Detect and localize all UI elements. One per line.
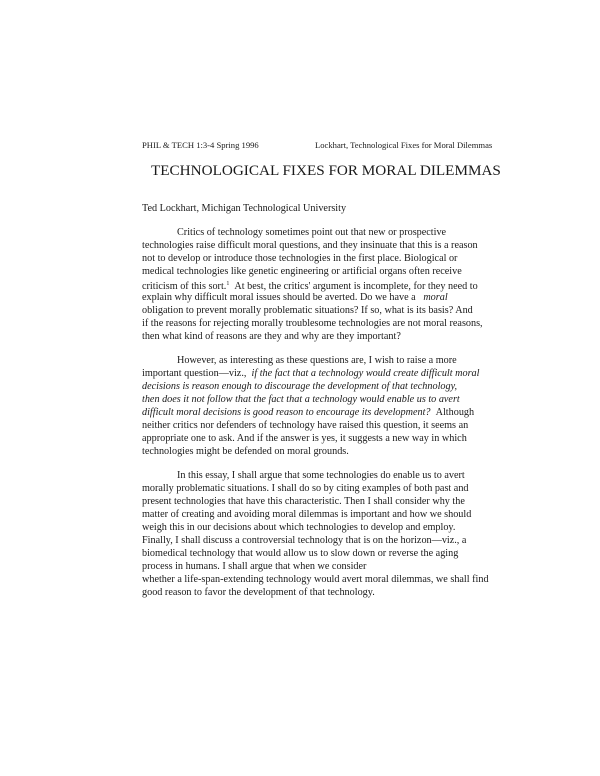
p1-line: then what kind of reasons are they and why are they important?: [142, 331, 401, 342]
p3-line: whether a life-span-extending technology would avert moral dilemmas, we shall find: [142, 574, 489, 585]
running-header-right: Lockhart, Technological Fixes for Moral Dilemmas: [315, 140, 493, 150]
p1-line: obligation to prevent morally problematic situations? If so, what is its basis? And: [142, 305, 473, 316]
p2-line: neither critics nor defenders of technology have raised this question, it seems an: [142, 420, 469, 431]
footnote-marker: 1: [226, 281, 230, 287]
p1-line: not to develop or introduce those technologies in the first place. Biological or: [142, 253, 458, 264]
emphasis: moral: [423, 292, 448, 303]
p3-line: Finally, I shall discuss a controversial technology that is on the horizon—viz., a: [142, 535, 467, 546]
running-header-left: PHIL & TECH 1:3-4 Spring 1996: [142, 140, 259, 150]
p2-line: important question—viz., if the fact that a technology would create difficult moral: [142, 368, 480, 379]
p3-line: weigh this in our decisions about which technologies to develop and employ.: [142, 522, 456, 533]
p3-line: matter of creating and avoiding moral dilemmas is important and how we should: [142, 509, 472, 520]
p1-line: technologies raise difficult moral questions, and they insinuate that this is a reason: [142, 240, 478, 251]
p2-line: then does it not follow that the fact that a technology would enable us to avert: [142, 394, 460, 405]
p3-line: present technologies that have this characteristic. Then I shall consider why the: [142, 496, 465, 507]
p3-line: good reason to favor the development of that technology.: [142, 587, 375, 598]
p2-line: difficult moral decisions is good reason to encourage its development? Although: [142, 407, 475, 418]
p2-line: appropriate one to ask. And if the answer is yes, it suggests a new way in which: [142, 433, 467, 444]
p1-line: Critics of technology sometimes point out that new or prospective: [177, 227, 447, 238]
p1-line: explain why difficult moral issues should be averted. Do we have a moral: [142, 292, 448, 303]
p2-line: However, as interesting as these questions are, I wish to raise a more: [177, 355, 457, 366]
p3-line: morally problematic situations. I shall do so by citing examples of both past and: [142, 483, 469, 494]
p3-line: process in humans. I shall argue that when we consider: [142, 561, 367, 572]
p1-line: medical technologies like genetic engineering or artificial organs often receive: [142, 266, 462, 277]
author-line: Ted Lockhart, Michigan Technological University: [142, 203, 347, 214]
p3-line: biomedical technology that would allow us to slow down or reverse the aging: [142, 548, 459, 559]
p2-line: decisions is reason enough to discourage the development of that technology,: [142, 381, 458, 392]
p1-line: if the reasons for rejecting morally troublesome technologies are not moral reasons,: [142, 318, 483, 329]
p3-line: In this essay, I shall argue that some technologies do enable us to avert: [177, 470, 465, 481]
p2-line: technologies might be defended on moral grounds.: [142, 446, 349, 457]
p1-line: criticism of this sort.$^1$ At best, the critics' argument is incomplete, for they need to: [142, 281, 478, 292]
